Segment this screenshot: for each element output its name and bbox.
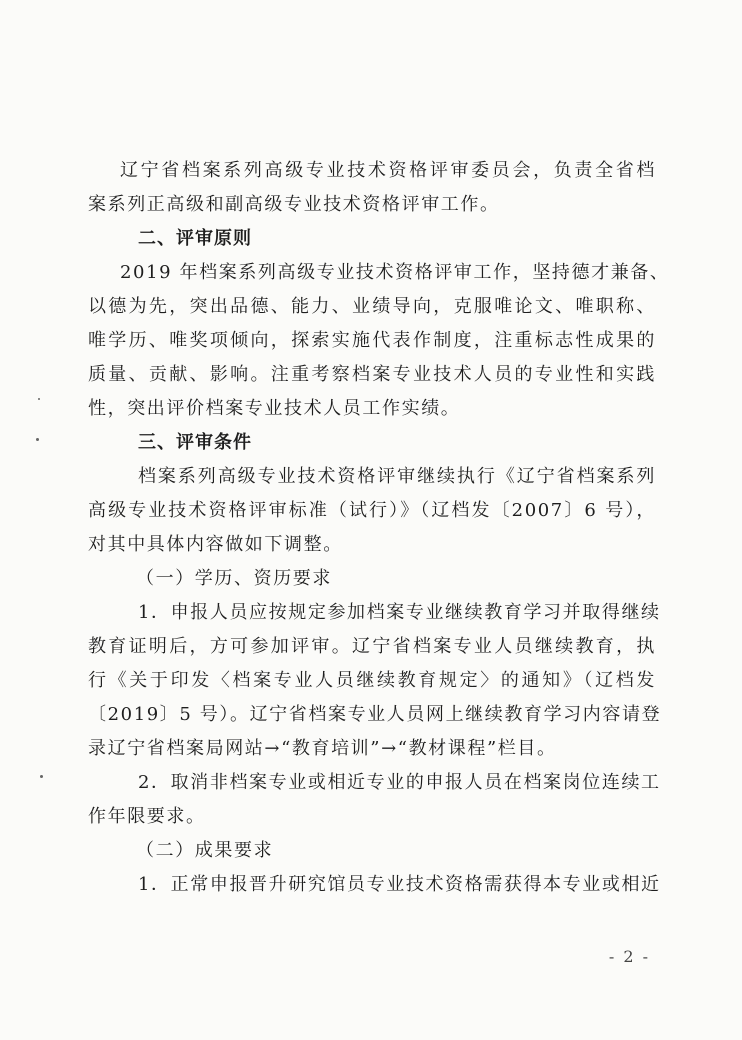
section-heading: 三、评审条件 [138, 432, 252, 453]
section-heading: 二、评审原则 [138, 228, 252, 249]
paragraph-line: 案系列正高级和副高级专业技术资格评审工作。 [88, 194, 500, 215]
paragraph-line: 2019 年档案系列高级专业技术资格评审工作，坚持德才兼备、 [120, 262, 670, 283]
paragraph-line: 行《关于印发〈档案专业人员继续教育规定〉的通知》（辽档发 [88, 670, 656, 691]
scan-speck [40, 775, 43, 778]
paragraph-line: 对其中具体内容做如下调整。 [88, 534, 343, 555]
scan-speck [38, 398, 40, 400]
paragraph-line: 质量、贡献、影响。注重考察档案专业技术人员的专业性和实践 [88, 364, 656, 385]
paragraph-line: 教育证明后，方可参加评审。辽宁省档案专业人员继续教育，执 [88, 636, 656, 657]
paragraph-line: 作年限要求。 [88, 806, 206, 827]
paragraph-line: 辽宁省档案系列高级专业技术资格评审委员会，负责全省档 [120, 160, 656, 181]
paragraph-line: 以德为先，突出品德、能力、业绩导向，克服唯论文、唯职称、 [88, 296, 656, 317]
subsection-heading: （二）成果要求 [136, 840, 274, 861]
scan-speck [36, 438, 39, 441]
paragraph-line: 高级专业技术资格评审标准（试行）》（辽档发〔2007〕6 号）， [88, 500, 656, 521]
paragraph-line: 录辽宁省档案局网站→“教育培训”→“教材课程”栏目。 [88, 738, 557, 759]
paragraph-line: 2．取消非档案专业或相近专业的申报人员在档案岗位连续工 [138, 772, 661, 793]
subsection-heading: （一）学历、资历要求 [136, 568, 332, 589]
paragraph-line: 唯学历、唯奖项倾向，探索实施代表作制度，注重标志性成果的 [88, 330, 656, 351]
paragraph-line: 性，突出评价档案专业技术人员工作实绩。 [88, 398, 461, 419]
paragraph-line: 1．正常申报晋升研究馆员专业技术资格需获得本专业或相近 [138, 874, 661, 895]
paragraph-line: 〔2019〕5 号）。辽宁省档案专业人员网上继续教育学习内容请登 [88, 704, 662, 725]
paragraph-line: 档案系列高级专业技术资格评审继续执行《辽宁省档案系列 [138, 466, 656, 487]
paragraph-line: 1．申报人员应按规定参加档案专业继续教育学习并取得继续 [138, 602, 661, 623]
page-number: - 2 - [608, 947, 650, 966]
